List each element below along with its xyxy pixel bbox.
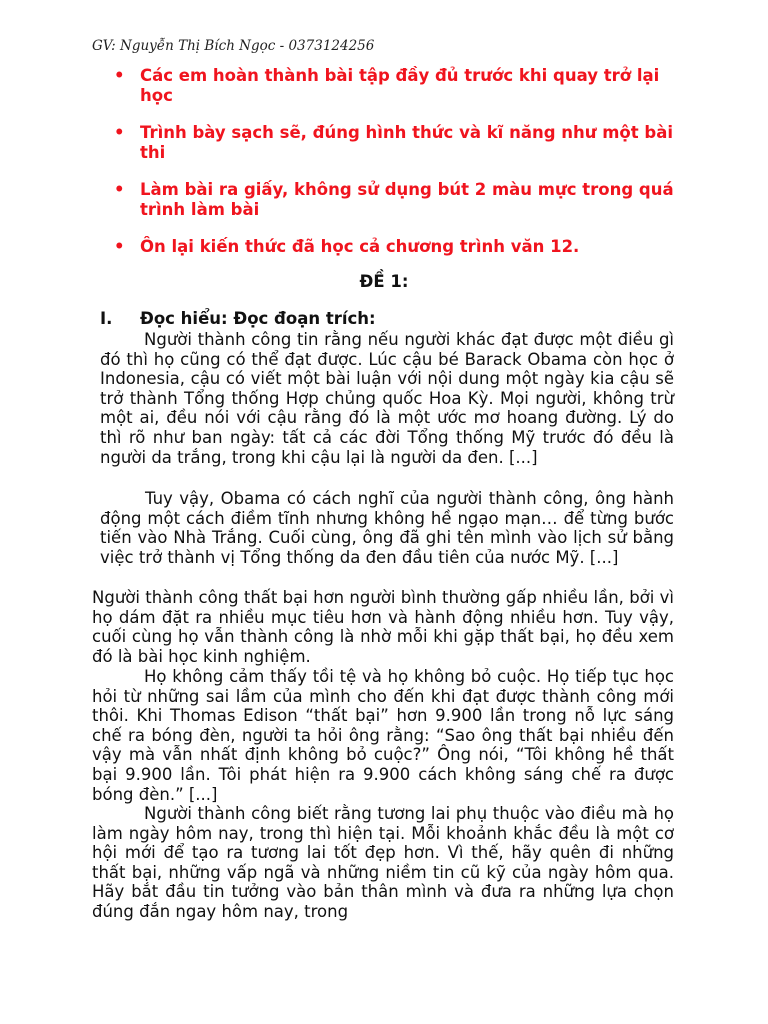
instruction-item [114, 180, 674, 220]
instruction-item [114, 66, 674, 106]
passage-paragraph: Người thành công biết rằng tương lai phụ thuộc vào điều mà họ làm ngày hôm nay, trong thì hiện tại. Mỗi khoảnh khắc đều là một cơ hội mới để tạo ra tương lai tốt đẹp hơn. Vì thế, hãy quên đi những thất bại, những vấp ngã và những niềm tin cũ kỹ của ngày hôm qua. Hãy bắt đầu tin tưởng vào bản thân mình và đưa ra những lựa chọn đúng đắn ngay hôm nay, trong [92, 804, 674, 921]
passage-paragraph: Người thành công thất bại hơn người bình thường gấp nhiều lần, bởi vì họ dám đặt ra nhiều mục tiêu hơn và hành động nhiều hơn. Tuy vậy, cuối cùng họ vẫn thành công là nhờ mỗi khi gặp thất bại, họ đều xem đó là bài học kinh nghiệm. [92, 588, 674, 666]
bullet-icon: • [114, 66, 125, 85]
section-heading [100, 309, 376, 328]
teacher-header: GV: Nguyễn Thị Bích Ngọc - 0373124256 [92, 38, 375, 54]
section-number: I. [100, 309, 113, 328]
instruction-item [114, 237, 674, 257]
instruction-text: Các em hoàn thành bài tập đầy đủ trước khi quay trở lại học [140, 66, 660, 105]
passage-paragraph: Người thành công tin rằng nếu người khác đạt được một điều gì đó thì họ cũng có thể đạt được. Lúc cậu bé Barack Obama còn học ở Indonesia, cậu có viết một bài luận với nội dung một ngày kia cậu sẽ trở thành Tổng thống Hợp chủng quốc Hoa Kỳ. Mọi người, không trừ một ai, đều nói với cậu rằng đó là một ước mơ hoang đường. Lý do thì rõ như ban ngày: tất cả các đời Tổng thống Mỹ trước đó đều là người da trắng, trong khi cậu lại là người da đen. [...] [100, 330, 674, 467]
passage-paragraph: Tuy vậy, Obama có cách nghĩ của người thành công, ông hành động một cách điềm tĩnh nhưng không hề ngạo mạn… để từng bước tiến vào Nhà Trắng. Cuối cùng, ông đã ghi tên mình vào lịch sử bằng việc trở thành vị Tổng thống da đen đầu tiên của nước Mỹ. [...] [100, 489, 674, 567]
section-title: Đọc hiểu: Đọc đoạn trích: [140, 309, 376, 328]
bullet-icon: • [114, 180, 125, 199]
bullet-icon: • [114, 123, 125, 142]
instruction-text: Làm bài ra giấy, không sử dụng bút 2 màu mực trong quá trình làm bài [140, 180, 674, 219]
exam-title: ĐỀ 1: [359, 272, 409, 291]
instruction-item [114, 123, 674, 163]
passage-paragraph: Họ không cảm thấy tồi tệ và họ không bỏ cuộc. Họ tiếp tục học hỏi từ những sai lầm của mình cho đến khi đạt được thành công mới thôi. Khi Thomas Edison “thất bại” hơn 9.900 lần trong nỗ lực sáng chế ra bóng đèn, người ta hỏi ông rằng: “Sao ông thất bại nhiều đến vậy mà vẫn nhất định không bỏ cuộc?” Ông nói, “Tôi không hề thất bại 9.900 lần. Tôi phát hiện ra 9.900 cách không sáng chế ra được bóng đèn.” [...] [92, 667, 674, 804]
instruction-text: Trình bày sạch sẽ, đúng hình thức và kĩ năng như một bài thi [140, 123, 674, 162]
bullet-icon: • [114, 237, 125, 256]
instruction-text: Ôn lại kiến thức đã học cả chương trình văn 12. [140, 237, 580, 256]
instruction-list [114, 66, 674, 274]
